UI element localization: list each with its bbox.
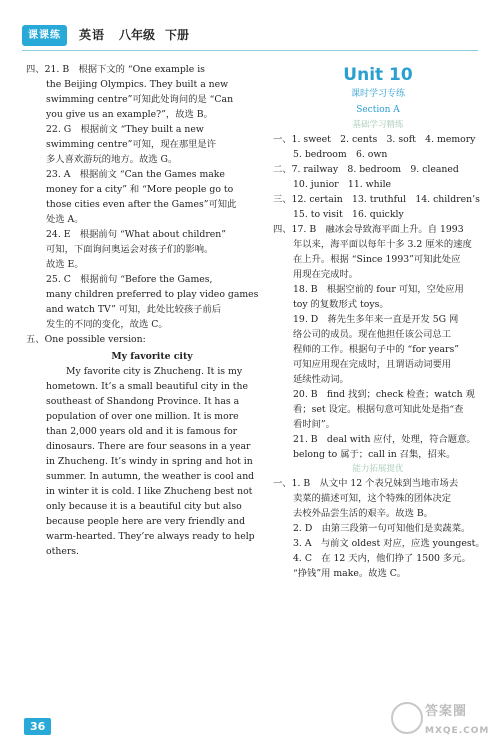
answer-line: 21. B deal with 应付，处理，符合题意。	[293, 434, 476, 445]
essay-line: others.	[46, 546, 79, 557]
essay-line: southeast of Shandong Province. It has a	[46, 396, 240, 407]
answer-line: belong to 属于；call in 召集，招来。	[293, 449, 456, 460]
answer-line: 25. C 根据前句 “Before the Games,	[46, 274, 213, 285]
answer-line: those cities even after the Games”可知此	[46, 199, 237, 210]
answer-line: 一、1. sweet 2. cents 3. soft 4. memory	[273, 134, 476, 145]
answer-line: swimming centre”可知，现在那里是许	[46, 139, 217, 150]
essay-line: only because it is a beautiful city but also	[46, 501, 242, 512]
unit-title: Unit 10	[343, 65, 413, 85]
answer-line: and watch TV” 可知，此处比较孩子前后	[46, 304, 222, 315]
essay-title: My favorite city	[111, 351, 193, 362]
answer-line: 处选 A。	[46, 214, 84, 225]
answer-line: 延续性动词。	[293, 374, 349, 385]
answer-line: swimming centre”可知此处询问的是 “Can	[46, 94, 234, 105]
answer-line: 四、21. B 根据下文的 “One example is	[26, 64, 205, 75]
page-header	[22, 24, 189, 46]
answer-line: 5. bedroom 6. own	[293, 149, 388, 160]
watermark-text: 答案圈	[425, 704, 468, 719]
watermark-url: MXQE.COM	[425, 726, 490, 736]
essay-line: in Zhucheng. It’s windy in spring and hot in	[46, 456, 253, 467]
answer-line: toy 的复数形式 toys。	[293, 299, 389, 310]
answer-line: 发生的不同的变化，故选 C。	[46, 319, 168, 330]
essay-line: dinosaurs. There are four seasons in a year	[46, 441, 251, 452]
answer-line: 4. C 在 12 天内，他们挣了 1500 多元。	[293, 553, 471, 564]
answer-line: many children preferred to play video games	[46, 289, 259, 300]
answer-line: 故选 E。	[46, 259, 84, 270]
page-number: 36	[24, 718, 51, 735]
watermark	[391, 702, 490, 742]
essay-line: hometown. It’s a small beautiful city in the	[46, 381, 249, 392]
answer-line: 19. D 蒋先生多年来一直是开发 5G 网	[293, 314, 459, 325]
answer-line: 年以来，海平面以每年十多 3.2 厘米的速度	[293, 239, 472, 250]
answer-line: 10. junior 11. while	[293, 179, 392, 190]
essay-line: summer. In autumn, the weather is cool and	[46, 471, 255, 482]
term-label: 下册	[165, 27, 190, 42]
right-column	[273, 62, 483, 581]
essay-line: than 2,000 years old and it is famous for	[46, 426, 238, 437]
answer-line: 四、17. B 融冰会导致海平面上升。自 1993	[273, 224, 464, 235]
answer-line: 卖菜的描述可知，这个特殊的团体决定	[293, 493, 452, 504]
answer-line: you give us an example?”，故选 B。	[46, 109, 213, 120]
answer-line: 用现在完成时。	[293, 269, 359, 280]
answer-line: 二、7. railway 8. bedroom 9. cleaned	[273, 164, 459, 175]
answer-line: 络公司的成员。现在他担任该公司总工	[293, 329, 452, 340]
answer-line: 可知应用现在完成时，且谓语动词要用	[293, 359, 452, 370]
answer-line: 可知，下面询问奥运会对孩子们的影响。	[46, 244, 214, 255]
section-name: Section A	[356, 105, 400, 115]
answer-line: the Beijing Olympics. They built a new	[46, 79, 229, 90]
subject-label: 英语	[79, 27, 106, 42]
essay-line: My favorite city is Zhucheng. It is my	[66, 366, 243, 377]
header-divider	[22, 50, 478, 51]
faded-heading: 能力拓展提优	[352, 464, 404, 474]
answer-line: 去校外品尝生活的艰辛。故选 B。	[293, 508, 433, 519]
essay-line: population of over one million. It is more	[46, 411, 239, 422]
answer-line: 看；set 设定。根据句意可知此处是指“查	[293, 404, 464, 415]
answer-line: 三、12. certain 13. truthful 14. children’s	[273, 194, 480, 205]
answer-line: 3. A 与前文 oldest 对应，应选 youngest。	[293, 538, 485, 549]
answer-line: “挣钱”用 make。故选 C。	[293, 568, 407, 579]
answer-line: 在上升。根据 “Since 1993”可知此处应	[293, 254, 461, 265]
answer-line: 程师的工作。根据句子中的 “for years”	[293, 344, 459, 355]
left-column	[26, 62, 258, 559]
answer-line: 24. E 根据前句 “What about children”	[46, 229, 227, 240]
essay-line: in winter it is cold. I like Zhucheng best not	[46, 486, 253, 497]
answer-line: 2. D 由第三段第一句可知他们是卖蔬菜。	[293, 523, 471, 534]
section-label: 课时学习专练	[350, 89, 405, 99]
answer-line: 18. B 根据空前的 four 可知，空处应用	[293, 284, 464, 295]
answer-line: 23. A 根据前文 “Can the Games make	[46, 169, 225, 180]
series-logo: 课课练	[22, 25, 67, 46]
answer-line: 15. to visit 16. quickly	[293, 209, 404, 220]
answer-line: 20. B find 找到；check 检查；watch 观	[293, 389, 475, 400]
answer-line: 22. G 根据前文 “They built a new	[46, 124, 204, 135]
answer-line: 多人喜欢游玩的地方。故选 G。	[46, 154, 178, 165]
answer-line: 看时间”。	[293, 419, 335, 430]
answer-line: 五、One possible version:	[26, 334, 146, 345]
answer-line: 一、1. B 从文中 12 个表兄妹到当地市场去	[273, 478, 459, 489]
answer-line: money for a city” 和 “More people go to	[46, 184, 234, 195]
watermark-logo-icon	[391, 702, 423, 734]
essay-line: warm-hearted. They’re always ready to help	[46, 531, 255, 542]
grade-label: 八年级	[119, 27, 156, 42]
essay-line: because people here are very friendly and	[46, 516, 246, 527]
faded-heading: 基础学习精练	[352, 120, 404, 130]
